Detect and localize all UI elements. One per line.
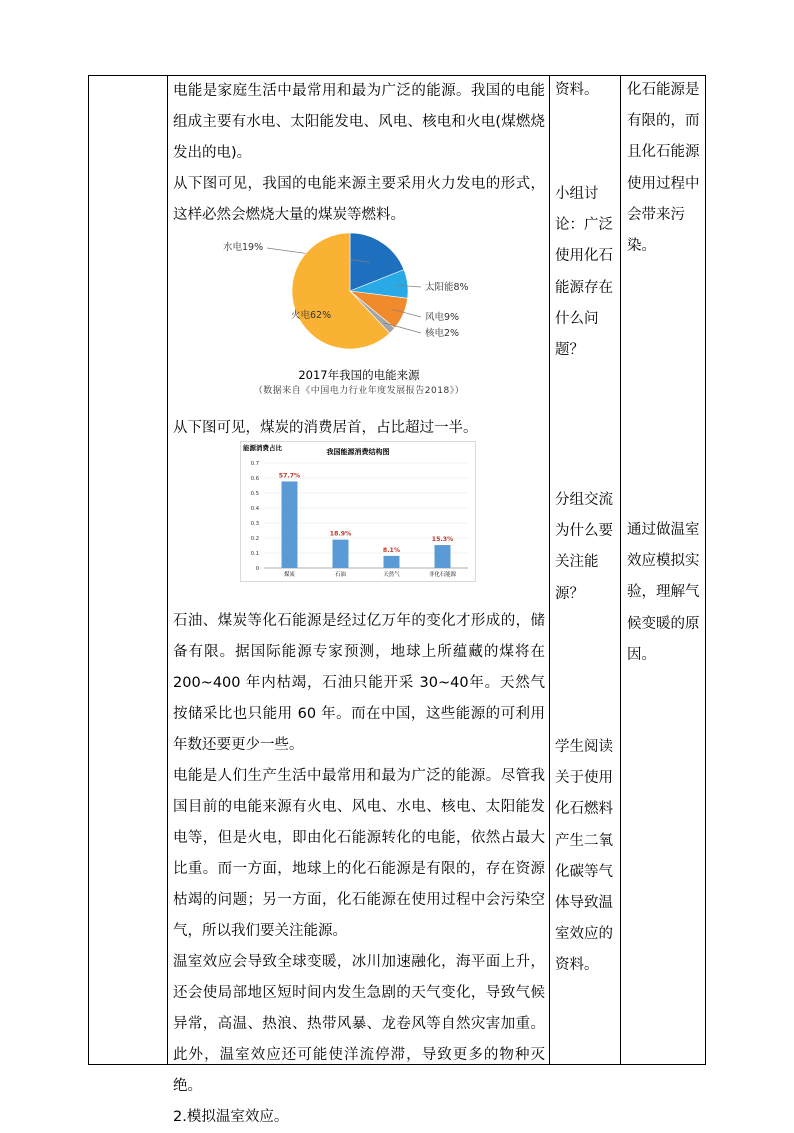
paragraph-bar-intro: 从下图可见，煤炭的消费居首，占比超过一半。 bbox=[173, 420, 478, 436]
intent-fossil-limited: 化石能源是有限的，而且化石能源使用过程中会带来污染。 bbox=[627, 82, 700, 255]
bar-chart-data-label: 57.7% bbox=[278, 472, 301, 480]
bar-chart-ytick: 0.6 bbox=[250, 476, 259, 482]
bar-chart-bar bbox=[333, 540, 349, 568]
bar-chart-data-label: 18.9% bbox=[329, 530, 352, 538]
bar-chart-ytick: 0.1 bbox=[250, 551, 259, 557]
paragraph-electric-sources: 电能是人们生产生活中最常用和最为广泛的能源。尽管我国目前的电能来源有火电、风电、水电、核电、太阳能发电等，但是火电，即由化石能源转化的电能，依然占最大比重。而一方面，地球上的化石能源是有限的，存在资源枯竭的问题；另一方面，化石能源在使用过程中会污染空气，所以我们要关注能源。 bbox=[173, 768, 545, 939]
bar-chart-bar bbox=[435, 545, 451, 568]
intent-simulation: 通过做温室效应模拟实验，理解气候变暖的原因。 bbox=[627, 522, 700, 663]
bar-chart bbox=[240, 441, 476, 582]
bar-chart-category-label: 石油 bbox=[335, 572, 346, 578]
bar-chart-ytick: 0 bbox=[255, 566, 259, 572]
paragraph-pie-intro: 从下图可见，我国的电能来源主要采用火力发电的形式，这样必然会燃烧大量的煤炭等燃料。 bbox=[173, 176, 545, 223]
column-divider bbox=[620, 75, 621, 1065]
bar-chart-bar bbox=[282, 481, 298, 568]
column-divider bbox=[167, 75, 168, 1065]
pie-slice-label: 核电2% bbox=[425, 328, 460, 339]
bar-chart-ytick: 0.7 bbox=[250, 461, 259, 467]
paragraph-fossil-limits: 石油、煤炭等化石能源是经过亿万年的变化才形成的，储备有限。据国际能源专家预测，地球上所蕴藏的煤将在 200~400 年内枯竭，石油只能开采 30~40年。天然气按储采比也只能用 60 年。而在中国，这些能源的可利用年数还要更少一些。 bbox=[173, 613, 545, 753]
bar-chart-category-label: 天然气 bbox=[383, 572, 400, 578]
bar-chart-ytick: 0.2 bbox=[250, 536, 259, 542]
bar-chart-ytick: 0.3 bbox=[250, 521, 259, 527]
bar-chart-ytick: 0.4 bbox=[250, 506, 259, 512]
student-activity-exchange: 分组交流为什么要关注能源？ bbox=[555, 492, 613, 602]
student-activity-materials: 资料。 bbox=[555, 82, 599, 98]
pie-slice-label: 火电62% bbox=[291, 310, 332, 321]
bar-chart-data-label: 15.3% bbox=[431, 536, 454, 544]
pie-chart-source: （数据来自《中国电力行业年度发展报告2018》） bbox=[253, 386, 465, 396]
paragraph-electricity-intro: 电能是家庭生活中最常用和最为广泛的能源。我国的电能组成主要有水电、太阳能发电、风电、核电和火电(煤燃烧发出的电)。 bbox=[173, 83, 545, 161]
paragraph-simulation: 2.模拟温室效应。 bbox=[173, 1109, 289, 1125]
pie-slice-label: 太阳能8% bbox=[425, 282, 469, 293]
bar-chart-bar bbox=[384, 556, 400, 568]
student-activity-discussion: 小组讨论：广泛使用化石能源存在什么问题？ bbox=[555, 186, 613, 359]
pie-slice-label: 水电19% bbox=[223, 242, 264, 253]
pie-chart bbox=[173, 228, 545, 368]
bar-chart-ytick: 0.5 bbox=[250, 491, 259, 497]
bar-chart-ylabel: 能源消费占比 bbox=[243, 444, 282, 452]
pie-slice-label: 风电9% bbox=[425, 312, 460, 323]
paragraph-greenhouse: 温室效应会导致全球变暖，冰川加速融化，海平面上升，还会使局部地区短时间内发生急剧的天气变化，导致气候异常，高温、热浪、热带风暴、龙卷风等自然灾害加重。此外，温室效应还可能使洋流停滞，导致更多的物种灭绝。 bbox=[173, 954, 545, 1094]
pie-chart-title: 2017年我国的电能来源 bbox=[298, 368, 420, 382]
bar-chart-title: 我国能源消费结构图 bbox=[326, 448, 390, 456]
student-activity-reading: 学生阅读关于使用化石燃料产生二氧化碳等气体导致温室效应的资料。 bbox=[555, 739, 613, 974]
bar-chart-category-label: 煤炭 bbox=[284, 572, 295, 578]
bar-chart-data-label: 8.1% bbox=[382, 546, 401, 554]
column-divider bbox=[549, 75, 550, 1065]
bar-chart-category-label: 非化石能源 bbox=[429, 572, 456, 578]
